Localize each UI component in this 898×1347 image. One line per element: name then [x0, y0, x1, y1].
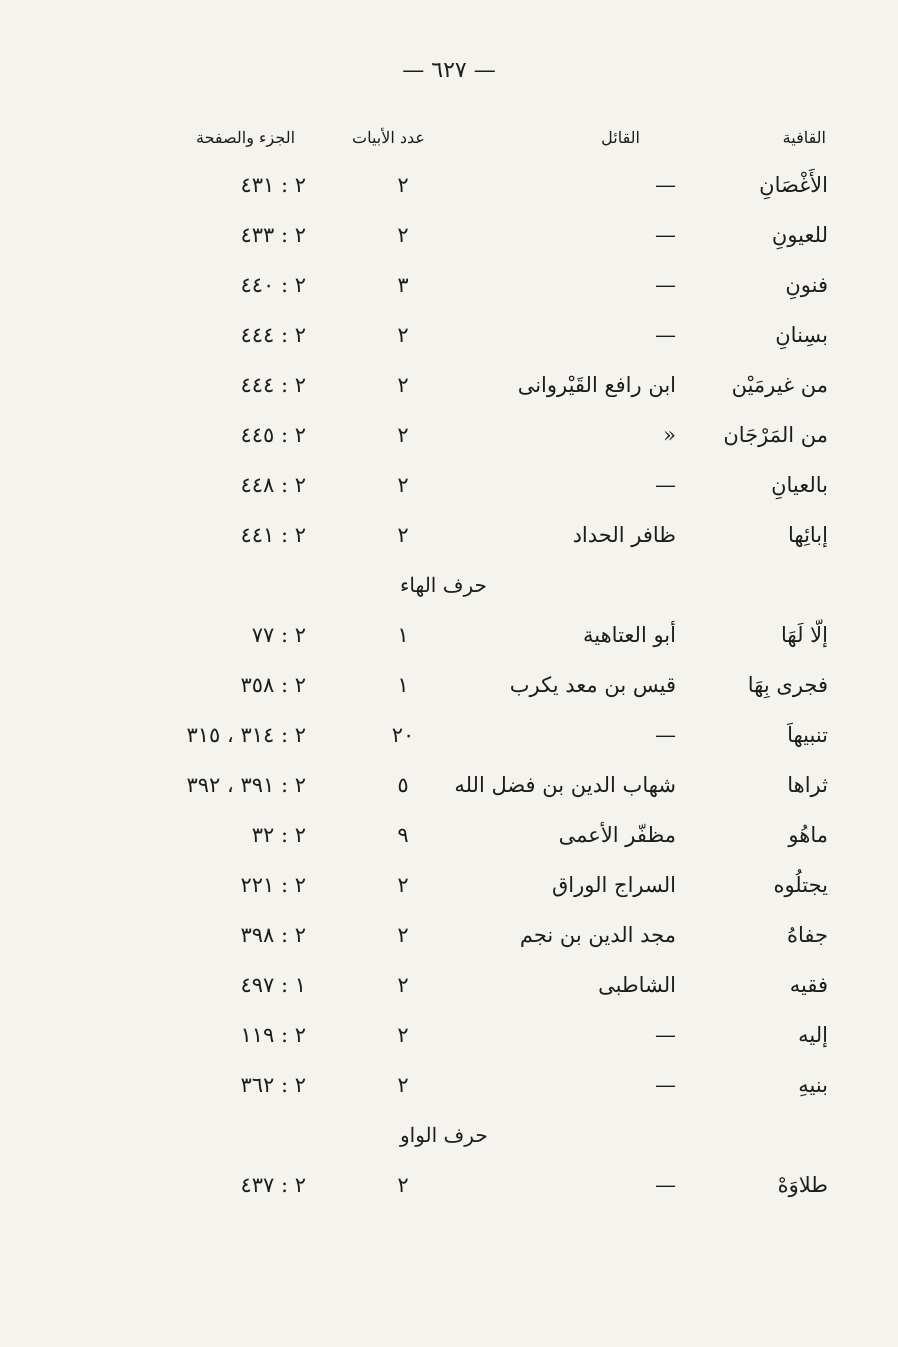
volume-page-ref: ٢ : ٤٤٨: [240, 473, 306, 497]
section-ha: [0, 565, 898, 615]
table-row: [0, 1065, 898, 1115]
volume-page-ref: ٢ : ٤٤٤: [240, 373, 306, 397]
verse-count: ٥: [397, 773, 409, 797]
volume-page-ref: ٢ : ٣٢: [251, 823, 306, 847]
verse-count: ٣: [397, 273, 409, 297]
rhyme-word: إبائِها: [787, 523, 828, 547]
poet-name: الشاطبى: [598, 973, 676, 997]
volume-page-ref: ٢ : ٣٩٨: [240, 923, 306, 947]
header-verse-count: عدد الأبيات: [352, 128, 425, 147]
poet-name: السراج الوراق: [552, 873, 676, 897]
volume-page-ref: ٢ : ٣٦٢: [240, 1073, 306, 1097]
rhyme-word: فجرى بِهَا: [747, 673, 828, 697]
volume-page-ref: ٢ : ٤٣٣: [240, 223, 306, 247]
rhyme-word: إلّا لَهَا: [781, 623, 828, 647]
rhyme-word: بنيهِ: [798, 1073, 828, 1097]
poet-name: —: [655, 273, 676, 297]
poet-name: مظفّر الأعمى: [558, 823, 676, 847]
verse-count: ٩: [397, 823, 409, 847]
rhyme-word: طلاوَهْ: [777, 1173, 828, 1197]
table-row: [0, 1165, 898, 1215]
rhyme-word: من المَرْجَان: [723, 423, 828, 447]
poet-name: ابن رافع القَيْروانى: [517, 373, 676, 397]
poet-name: —: [655, 1073, 676, 1097]
column-headers: [0, 128, 898, 158]
verse-count: ٢: [397, 423, 409, 447]
volume-page-ref: ٢ : ٤٤٥: [240, 423, 306, 447]
verse-count: ٢: [397, 223, 409, 247]
volume-page-ref: ٢ : ٤٤١: [240, 523, 306, 547]
poet-name: «: [663, 423, 676, 447]
poet-name: —: [655, 173, 676, 197]
verse-count: ٢: [397, 323, 409, 347]
rhyme-word: بالعيانِ: [771, 473, 828, 497]
rhyme-word: ماهُو: [788, 823, 828, 847]
verse-count: ٢: [397, 973, 409, 997]
poet-name: مجد الدين بن نجم: [519, 923, 676, 947]
poet-name: قيس بن معد يكرب: [509, 673, 676, 697]
poet-name: —: [655, 1023, 676, 1047]
rhyme-word: الأَغْصَانِ: [759, 173, 828, 197]
verse-count: ٢: [397, 173, 409, 197]
verse-count: ٢: [397, 373, 409, 397]
table-row: [0, 715, 898, 765]
table-row: [0, 865, 898, 915]
verse-count: ٢: [397, 923, 409, 947]
table-row: [0, 915, 898, 965]
volume-page-ref: ٢ : ٢٢١: [240, 873, 306, 897]
poet-name: —: [655, 723, 676, 747]
volume-page-ref: ٢ : ٤٤٤: [240, 323, 306, 347]
rhyme-word: للعيونِ: [771, 223, 828, 247]
poet-name: شهاب الدين بن فضل الله: [454, 773, 676, 797]
verse-count: ٢: [397, 523, 409, 547]
verse-count: ٢: [397, 873, 409, 897]
poet-name: —: [655, 1173, 676, 1197]
verse-count: ١: [397, 673, 409, 697]
header-volume-page: الجزء والصفحة: [196, 128, 296, 147]
verse-count: ٢٠: [391, 723, 415, 747]
table-row: [0, 515, 898, 565]
table-row: [0, 465, 898, 515]
rhyme-word: بسِنانِ: [775, 323, 828, 347]
table-row: [0, 765, 898, 815]
section-heading: حرف الهاء: [400, 573, 487, 597]
table-row: [0, 615, 898, 665]
rhyme-word: فقيه: [789, 973, 828, 997]
table-row: [0, 965, 898, 1015]
poet-name: —: [655, 323, 676, 347]
volume-page-ref: ٢ : ٤٣٧: [240, 1173, 306, 1197]
table-row: [0, 665, 898, 715]
poet-name: —: [655, 473, 676, 497]
index-table: [0, 165, 898, 1215]
rhyme-word: جفاهُ: [786, 923, 828, 947]
table-row: [0, 215, 898, 265]
volume-page-ref: ٢ : ٣٩١ ، ٣٩٢: [186, 773, 306, 797]
volume-page-ref: ١ : ٤٩٧: [240, 973, 306, 997]
rhyme-word: يجتلُوه: [773, 873, 828, 897]
poet-name: ظافر الحداد: [572, 523, 676, 547]
rhyme-word: تنبيهاَ: [787, 723, 828, 747]
volume-page-ref: ٢ : ٤٤٠: [240, 273, 306, 297]
table-row: [0, 315, 898, 365]
volume-page-ref: ٢ : ٧٧: [251, 623, 306, 647]
header-poet: القائل: [601, 128, 640, 147]
verse-count: ٢: [397, 1073, 409, 1097]
verse-count: ١: [397, 623, 409, 647]
header-qafiya: القافية: [782, 128, 826, 147]
volume-page-ref: ٢ : ١١٩: [240, 1023, 306, 1047]
rhyme-word: إليه: [798, 1023, 828, 1047]
table-row: [0, 1015, 898, 1065]
page-number: — ٦٢٧ —: [402, 58, 496, 83]
verse-count: ٢: [397, 1173, 409, 1197]
rhyme-word: من غيرمَيْن: [731, 373, 828, 397]
table-row: [0, 365, 898, 415]
rhyme-word: فنونِ: [785, 273, 828, 297]
verse-count: ٢: [397, 1023, 409, 1047]
section-waw: [0, 1115, 898, 1165]
table-row: [0, 165, 898, 215]
table-row: [0, 265, 898, 315]
volume-page-ref: ٢ : ٤٣١: [240, 173, 306, 197]
table-row: [0, 415, 898, 465]
rhyme-word: ثراها: [787, 773, 828, 797]
poet-name: أبو العتاهية: [583, 623, 676, 647]
verse-count: ٢: [397, 473, 409, 497]
poet-name: —: [655, 223, 676, 247]
volume-page-ref: ٢ : ٣١٤ ، ٣١٥: [186, 723, 306, 747]
table-row: [0, 815, 898, 865]
volume-page-ref: ٢ : ٣٥٨: [240, 673, 306, 697]
section-heading: حرف الواو: [400, 1123, 488, 1147]
